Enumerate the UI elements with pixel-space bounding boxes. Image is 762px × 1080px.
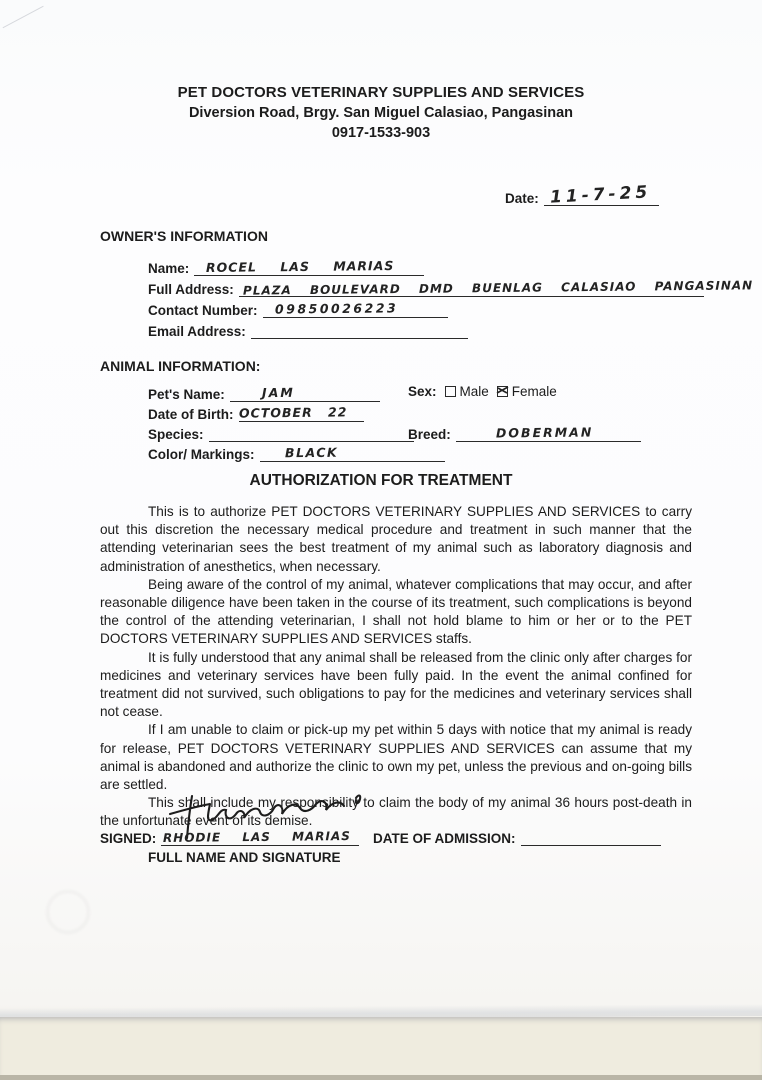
pet-name-label: Pet's Name:: [148, 387, 225, 402]
owner-name-line: [194, 258, 424, 276]
owner-address-value: PLAZA BOULEVARD DMD BUENLAG CALASIAO PANGASINAN: [242, 278, 754, 298]
female-option-label: Female: [511, 384, 557, 399]
admission-date-field: [373, 828, 661, 846]
signed-field: [100, 828, 359, 846]
color-markings-line: [260, 444, 445, 462]
owner-name-label: Name:: [148, 261, 190, 276]
signed-handwritten-name: RHODIE LAS MARIAS: [163, 829, 352, 845]
authorization-title: AUTHORIZATION FOR TREATMENT: [249, 472, 513, 489]
owner-address-line: [239, 278, 754, 298]
signed-label: SIGNED:: [100, 831, 157, 846]
dob-label: Date of Birth:: [148, 407, 234, 422]
clinic-address: Diversion Road, Brgy. San Miguel Calasiao, Pangasinan: [188, 105, 574, 121]
corner-fold-artifact: [0, 0, 44, 28]
clinic-phone: 0917-1533-903: [331, 125, 431, 141]
sex-field: [408, 384, 557, 399]
owner-contact-field: [148, 300, 448, 318]
date-line: [544, 182, 659, 208]
female-checkbox: [497, 386, 508, 397]
date-field: [505, 182, 659, 208]
authorization-paragraph-3: It is fully understood that any animal shall be released from the clinic only after charges for medicines and veterinary services have been fully paid. In the event the animal confined for treatment did not survived, such obligations to pay for the medicines and veterinary services shall not cease.: [100, 649, 692, 720]
species-line: [209, 424, 414, 442]
scanner-background-strip: [0, 1017, 762, 1080]
female-checkmark-icon: [496, 384, 510, 398]
owner-email-label: Email Address:: [148, 324, 246, 339]
male-option-label: Male: [459, 384, 489, 399]
embossed-seal-mark: [46, 890, 90, 934]
owner-contact-label: Contact Number:: [148, 303, 258, 318]
species-label: Species:: [148, 427, 204, 442]
color-markings-field: [148, 444, 445, 462]
owner-address-field: [148, 278, 754, 298]
authorization-paragraph-1: This is to authorize PET DOCTORS VETERINARY SUPPLIES AND SERVICES to carry out this discretion the necessary medical procedure and treatment in such manner that the attending veterinarian sees the best treatment of my animal such as laboratory diagnosis and administration of anesthetics, when necessary.: [100, 504, 692, 574]
owner-email-line: [251, 321, 468, 339]
owner-name-value: ROCEL LAS MARIAS: [206, 258, 395, 275]
breed-field: [408, 424, 641, 442]
owner-address-label: Full Address:: [148, 282, 234, 297]
owner-email-field: [148, 321, 468, 339]
signed-line: [161, 828, 359, 846]
owner-contact-value: 09850026223: [274, 300, 398, 317]
male-checkbox: [445, 386, 456, 397]
signed-caption: FULL NAME AND SIGNATURE: [148, 850, 341, 865]
breed-label: Breed:: [408, 427, 451, 442]
authorization-paragraph-2: Being aware of the control of my animal, whatever complications that may occur, and after reasonable diligence have been taken in the course of its treatment, such complications is beyond the control of the attending veterinarian, I shall not hold blame to him or her or to the PET DOCTORS VETERINARY SUPPLIES AND SERVICES staffs.: [100, 576, 692, 647]
sex-label: Sex:: [408, 384, 437, 399]
date-label: Date:: [505, 191, 539, 206]
pet-name-value: JAM: [261, 384, 295, 401]
color-markings-value: BLACK: [284, 444, 338, 461]
animal-section-title: ANIMAL INFORMATION:: [100, 358, 261, 374]
authorization-paragraph-4: If I am unable to claim or pick-up my pet within 5 days with notice that my animal is ready for release, PET DOCTORS VETERINARY SUPPLIES AND SERVICES can assume that my animal is abandoned and authorize the clinic to own my pet, unless the previous and on-going bills are settled.: [100, 722, 692, 793]
owner-section-title: OWNER'S INFORMATION: [100, 228, 268, 244]
admission-date-line: [521, 828, 661, 846]
breed-line: [456, 424, 641, 442]
pet-name-field: [148, 384, 380, 402]
breed-value: DOBERMAN: [495, 424, 594, 441]
date-handwritten-value: 11-7-25: [549, 182, 652, 208]
owner-name-field: [148, 258, 424, 276]
authorization-paragraph-5: This shall include my responsibility to claim the body of my animal 36 hours post-death in the unfortunate event of its demise.: [100, 795, 692, 829]
dob-line: [239, 404, 364, 422]
pet-name-line: [230, 384, 380, 402]
dob-field: [148, 404, 364, 422]
color-markings-label: Color/ Markings:: [148, 447, 255, 462]
clinic-header: [0, 84, 762, 141]
owner-contact-line: [263, 300, 448, 318]
authorization-body: [100, 503, 692, 831]
dob-value: OCTOBER 22: [238, 404, 347, 421]
admission-date-label: DATE OF ADMISSION:: [373, 831, 516, 846]
species-field: [148, 424, 414, 442]
clinic-name: PET DOCTORS VETERINARY SUPPLIES AND SERVICES: [177, 84, 585, 101]
